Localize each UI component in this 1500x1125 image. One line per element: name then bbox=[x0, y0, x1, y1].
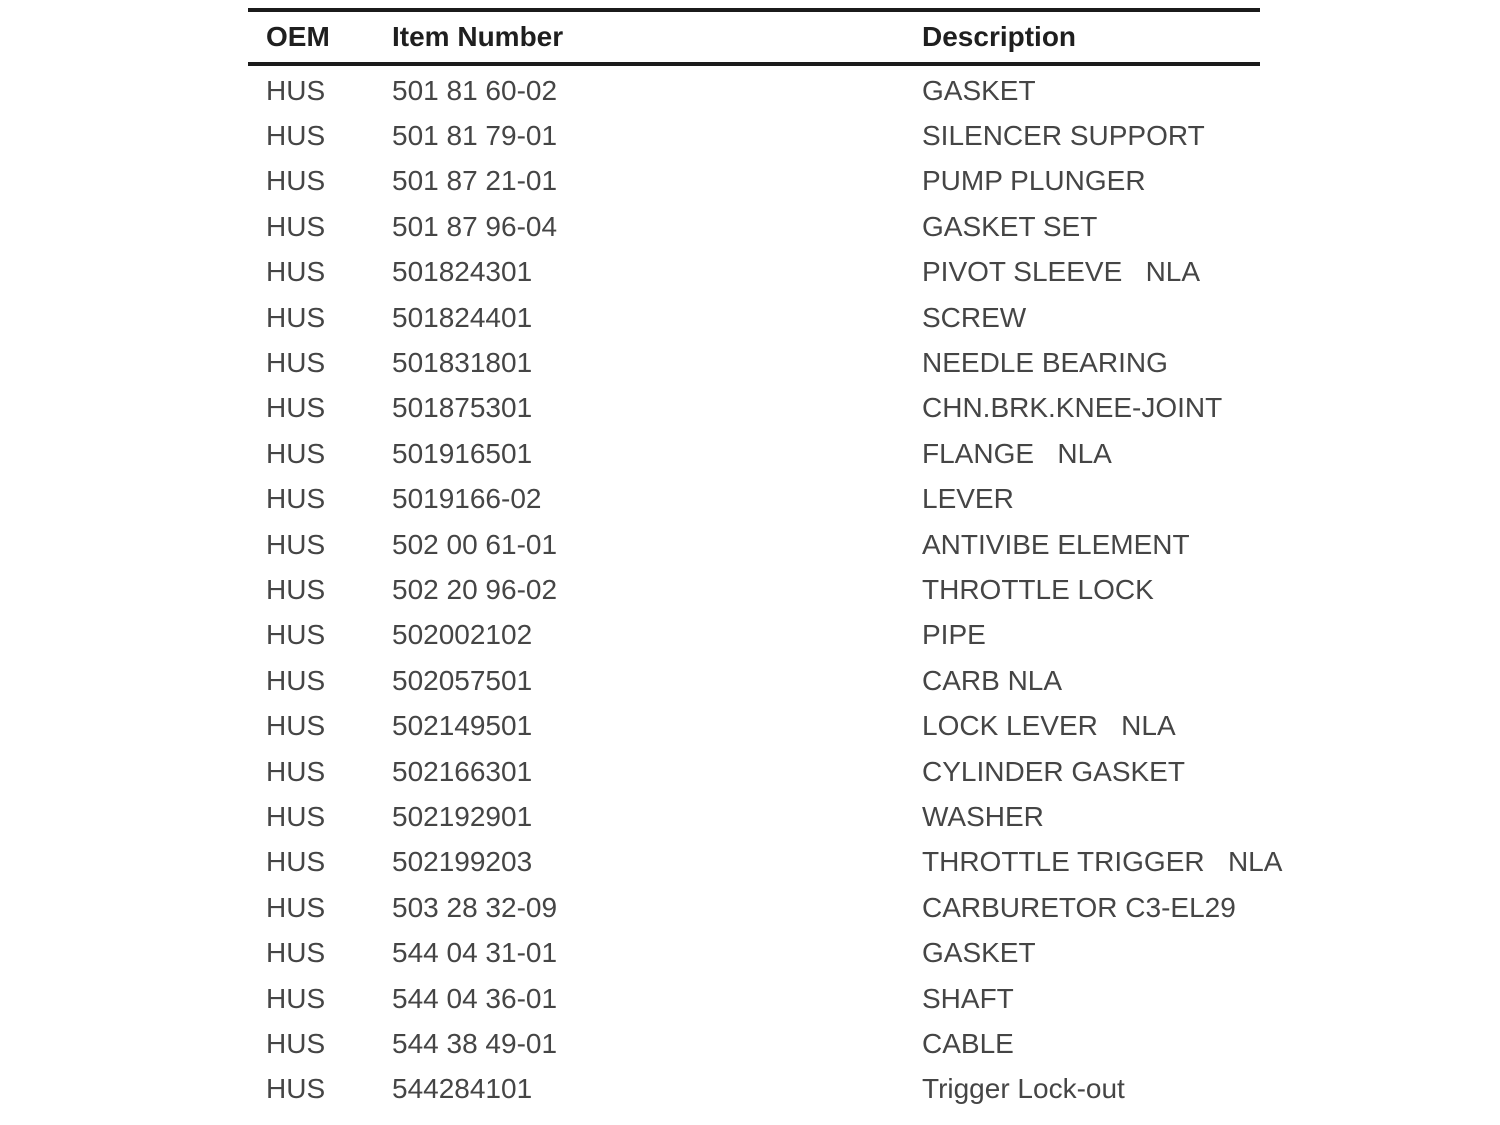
cell-item-number: 502199203 bbox=[392, 846, 533, 878]
column-header-description: Description bbox=[922, 21, 1077, 52]
cell-item-number: 502192901 bbox=[392, 800, 533, 832]
cell-description: CYLINDER GASKET bbox=[922, 755, 1185, 787]
cell-oem: HUS bbox=[266, 256, 326, 288]
cell-oem: HUS bbox=[266, 347, 326, 379]
table-header-row bbox=[248, 12, 1260, 62]
cell-item-number: 501875301 bbox=[392, 392, 533, 424]
cell-description: GASKET bbox=[922, 74, 1036, 106]
cell-item-number: 502166301 bbox=[392, 755, 533, 787]
cell-oem: HUS bbox=[266, 710, 326, 742]
table-row bbox=[248, 613, 1260, 658]
cell-item-number: 502057501 bbox=[392, 664, 533, 696]
cell-oem: HUS bbox=[266, 210, 326, 242]
table-row bbox=[248, 522, 1260, 567]
cell-oem: HUS bbox=[266, 437, 326, 469]
cell-item-number: 502 00 61-01 bbox=[392, 528, 558, 560]
table-row bbox=[248, 68, 1260, 113]
cell-oem: HUS bbox=[266, 664, 326, 696]
cell-item-number: 544 38 49-01 bbox=[392, 1027, 558, 1059]
cell-item-number: 502149501 bbox=[392, 710, 533, 742]
cell-description: LOCK LEVER NLA bbox=[922, 710, 1176, 742]
cell-oem: HUS bbox=[266, 891, 326, 923]
table-row bbox=[248, 885, 1260, 930]
cell-item-number: 544 04 36-01 bbox=[392, 982, 558, 1014]
cell-item-number: 544 04 31-01 bbox=[392, 937, 558, 969]
cell-description: CABLE bbox=[922, 1027, 1014, 1059]
cell-oem: HUS bbox=[266, 573, 326, 605]
cell-description: ANTIVIBE ELEMENT bbox=[922, 528, 1190, 560]
cell-description: CARBURETOR C3-EL29 bbox=[922, 891, 1236, 923]
cell-description: PIPE bbox=[922, 619, 986, 651]
cell-description: GASKET bbox=[922, 937, 1036, 969]
cell-oem: HUS bbox=[266, 982, 326, 1014]
cell-item-number: 501 87 96-04 bbox=[392, 210, 558, 242]
cell-oem: HUS bbox=[266, 483, 326, 515]
table-row bbox=[248, 703, 1260, 748]
table-row bbox=[248, 658, 1260, 703]
cell-oem: HUS bbox=[266, 937, 326, 969]
cell-oem: HUS bbox=[266, 74, 326, 106]
cell-description: CARB NLA bbox=[922, 664, 1063, 696]
cell-description: PUMP PLUNGER bbox=[922, 165, 1146, 197]
table-row bbox=[248, 1021, 1260, 1066]
table-row bbox=[248, 567, 1260, 612]
cell-item-number: 501916501 bbox=[392, 437, 533, 469]
cell-item-number: 5019166-02 bbox=[392, 483, 542, 515]
cell-oem: HUS bbox=[266, 120, 326, 152]
table-row bbox=[248, 113, 1260, 158]
table-row bbox=[248, 1067, 1260, 1112]
cell-item-number: 501831801 bbox=[392, 347, 533, 379]
cell-description: THROTTLE LOCK bbox=[922, 573, 1154, 605]
cell-oem: HUS bbox=[266, 1027, 326, 1059]
cell-description: PIVOT SLEEVE NLA bbox=[922, 256, 1201, 288]
table-row bbox=[248, 976, 1260, 1021]
cell-item-number: 501824301 bbox=[392, 256, 533, 288]
table-row bbox=[248, 204, 1260, 249]
table-body bbox=[248, 66, 1283, 1112]
cell-oem: HUS bbox=[266, 165, 326, 197]
cell-item-number: 501 81 79-01 bbox=[392, 120, 558, 152]
cell-item-number: 501824401 bbox=[392, 301, 533, 333]
cell-item-number: 502002102 bbox=[392, 619, 533, 651]
table-row bbox=[248, 930, 1260, 975]
cell-oem: HUS bbox=[266, 1073, 326, 1105]
parts-table bbox=[248, 8, 1283, 1112]
cell-description: THROTTLE TRIGGER NLA bbox=[922, 846, 1283, 878]
table-row bbox=[248, 840, 1283, 885]
table-row bbox=[248, 431, 1260, 476]
cell-description: WASHER bbox=[922, 800, 1044, 832]
table-row bbox=[248, 295, 1260, 340]
cell-oem: HUS bbox=[266, 392, 326, 424]
table-row bbox=[248, 477, 1260, 522]
cell-item-number: 502 20 96-02 bbox=[392, 573, 558, 605]
column-header-item-number: Item Number bbox=[392, 21, 564, 52]
cell-description: NEEDLE BEARING bbox=[922, 347, 1168, 379]
cell-oem: HUS bbox=[266, 800, 326, 832]
cell-item-number: 501 81 60-02 bbox=[392, 74, 558, 106]
cell-description: GASKET SET bbox=[922, 210, 1098, 242]
cell-item-number: 501 87 21-01 bbox=[392, 165, 558, 197]
table-row bbox=[248, 749, 1260, 794]
cell-item-number: 503 28 32-09 bbox=[392, 891, 558, 923]
cell-description: FLANGE NLA bbox=[922, 437, 1112, 469]
cell-oem: HUS bbox=[266, 846, 326, 878]
cell-description: Trigger Lock-out bbox=[922, 1073, 1125, 1105]
cell-description: CHN.BRK.KNEE-JOINT bbox=[922, 392, 1223, 424]
table-row bbox=[248, 386, 1260, 431]
cell-item-number: 544284101 bbox=[392, 1073, 533, 1105]
cell-oem: HUS bbox=[266, 755, 326, 787]
cell-description: SILENCER SUPPORT bbox=[922, 120, 1205, 152]
cell-oem: HUS bbox=[266, 528, 326, 560]
table-row bbox=[248, 794, 1260, 839]
cell-description: SHAFT bbox=[922, 982, 1014, 1014]
cell-description: LEVER bbox=[922, 483, 1014, 515]
cell-oem: HUS bbox=[266, 619, 326, 651]
table-row bbox=[248, 340, 1260, 385]
table-row bbox=[248, 159, 1260, 204]
table-row bbox=[248, 250, 1260, 295]
cell-description: SCREW bbox=[922, 301, 1027, 333]
column-header-oem: OEM bbox=[266, 21, 330, 52]
cell-oem: HUS bbox=[266, 301, 326, 333]
